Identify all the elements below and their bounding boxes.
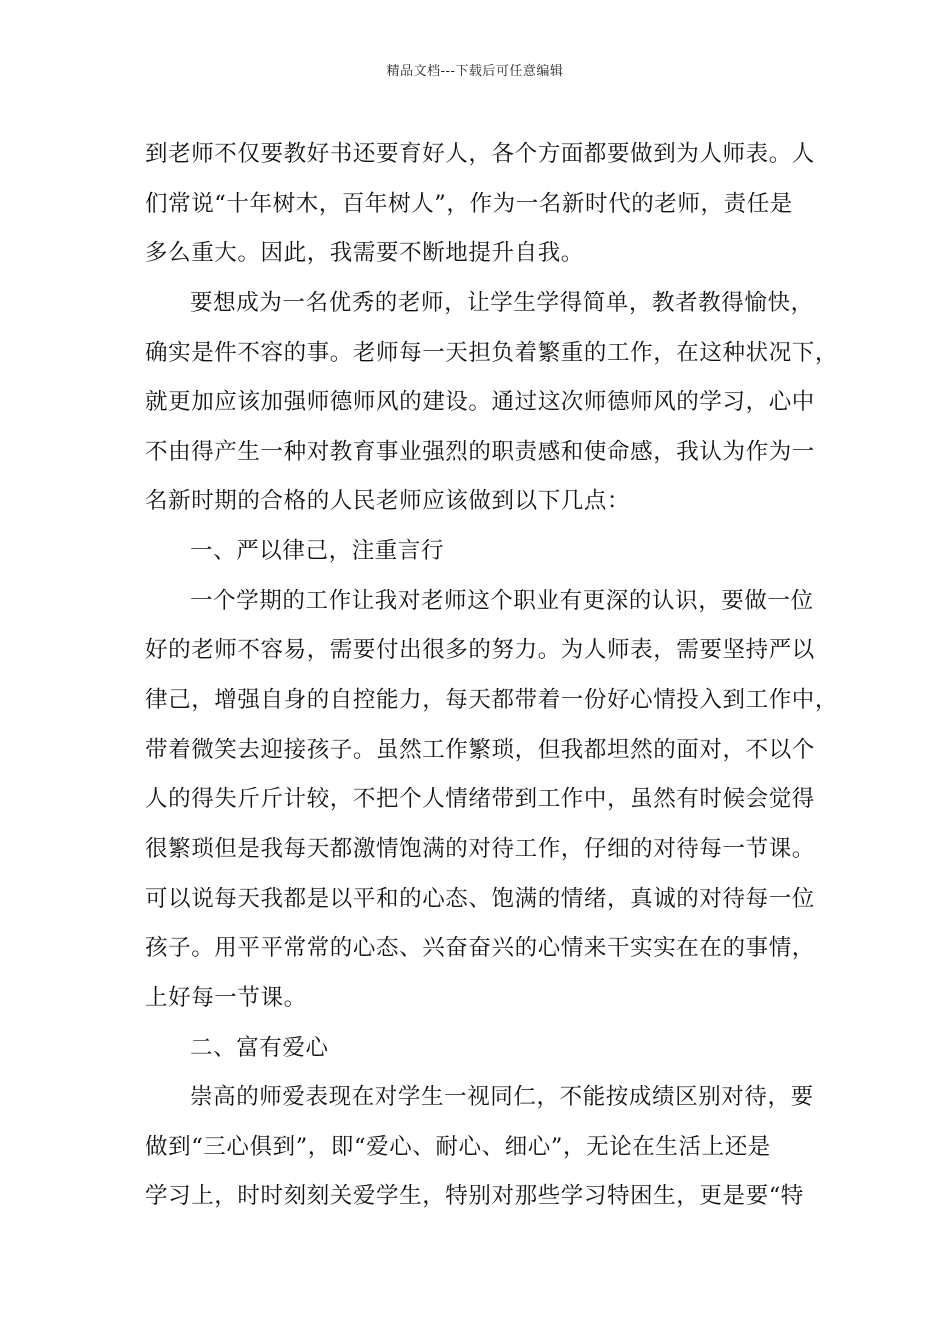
text-line: 要想成为一名优秀的老师，让学生学得简单，教者教得愉快， (190, 289, 814, 316)
text-line: 不由得产生一种对教育事业强烈的职责感和使命感，我认为作为一 (145, 438, 815, 465)
text-line: 好的老师不容易，需要付出很多的努力。为人师表，需要坚持严以 (145, 637, 815, 664)
text-line: 做到“三心俱到”，即“爱心、耐心、细心”，无论在生活上还是 (145, 1133, 771, 1160)
text-line: 多么重大。因此，我需要不断地提升自我。 (145, 240, 584, 267)
text-line: 就更加应该加强师德师风的建设。通过这次师德师风的学习，心中 (145, 389, 815, 416)
text-line: 律己，增强自身的自控能力，每天都带着一份好心情投入到工作中， (145, 687, 839, 714)
text-line: 一个学期的工作让我对老师这个职业有更深的认识，要做一位 (190, 587, 814, 614)
text-line: 们常说“十年树木，百年树人”，作为一名新时代的老师，责任是 (145, 190, 793, 217)
text-line: 带着微笑去迎接孩子。虽然工作繁琐，但我都坦然的面对，不以个 (145, 736, 815, 763)
text-line: 孩子。用平平常常的心态、兴奋奋兴的心情来干实实在在的事情， (145, 935, 815, 962)
page-header: 精品文档---下载后可任意编辑 (386, 64, 564, 79)
text-line: 人的得失斤斤计较，不把个人情绪带到工作中，虽然有时候会觉得 (145, 786, 815, 813)
text-line: 学习上，时时刻刻关爱学生，特别对那些学习特困生，更是要“特 (145, 1183, 804, 1210)
text-line: 崇高的师爱表现在对学生一视同仁，不能按成绩区别对待，要 (190, 1084, 814, 1111)
text-line: 确实是件不容的事。老师每一天担负着繁重的工作，在这种状况下， (145, 339, 839, 366)
section-heading: 二、富有爱心 (190, 1034, 329, 1061)
text-line: 名新时期的合格的人民老师应该做到以下几点： (145, 488, 631, 515)
text-line: 上好每一节课。 (145, 984, 307, 1011)
text-line: 可以说每天我都是以平和的心态、饱满的情绪，真诚的对待每一位 (145, 885, 815, 912)
section-heading: 一、严以律己，注重言行 (190, 538, 445, 565)
document-body (145, 130, 839, 1222)
text-line: 到老师不仅要教好书还要育好人，各个方面都要做到为人师表。人 (145, 141, 815, 167)
text-line: 很繁琐但是我每天都激情饱满的对待工作，仔细的对待每一节课。 (145, 835, 815, 862)
